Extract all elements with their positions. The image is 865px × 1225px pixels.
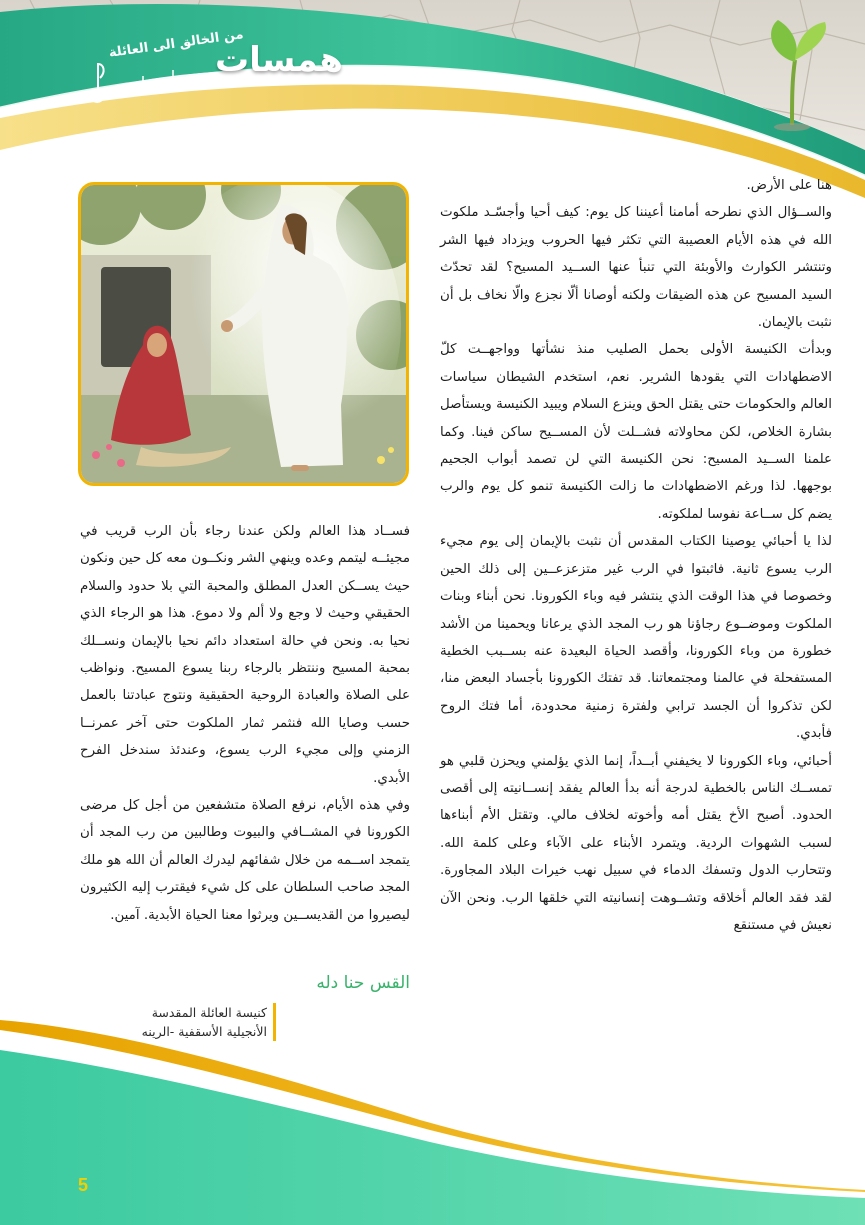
jesus-and-woman-illustration [78,182,409,486]
church-line: كنيسة العائلة المقدسة [151,1005,267,1020]
paragraph: وفي هذه الأيام، نرفع الصلاة متشفعين من أجل كل مرضى الكورونا في المشــافي والبيوت وطالبين من رب المجد أن يتمجد اســمه من خلال شفائهم ليدرك العالم أن الله هو ملك المجد صاحب السلطان على كل شيء فيقترب إليه الكثيرون ليصيروا من القديســين ويرثوا معنا الحياة الأبدية. آمين. [80,798,410,923]
magazine-subtitle: من الخالق الى العائلة [108,27,245,61]
author-name: القس حنا دله [316,973,410,993]
paragraph: والســؤال الذي نطرحه أمامنا أعيننا كل يوم: كيف أحيا وأجسّـد ملكوت الله في هذه الأيام العصيبة التي تكثر فيها الحروب ويزداد فيها الشر وتنتشر الكوارث والأوبئة التي تنبأ عنها الســيد المسيح؟ لقد تحدّث السيد المسيح عن هذه الضيقات ولكنه أوصانا ألّا نجزع والّا نخاف بل أن نثبت بالإيمان. [440,205,832,331]
article-left-column [80,518,410,929]
illustration-image [81,185,406,483]
paragraph: أحبائي، وباء الكورونا لا يخيفني أبــداً، إنما الذي يؤلمني ويحزن قلبي هو تمســك الناس بالخطية لدرجة أنه بدأ العالم يفقد إنســانيته إلى أقصى الحدود. أصبح الأخ يقتل أمه وأخوته لخلاف مالي. وتقتل الأم أبناءها لسبب الشهوات الردية. ويتمرد الأبناء على الآباء وعلى كلمة الله. وتتحارب الدول وتسفك الدماء في سبيل نهب خيرات البلاد المجاورة. لقد فقد العالم أخلاقه وتشــوهت إنسانيته التي خلقها الرب. ونحن الآن نعيش في مستنقع [440,753,832,933]
magazine-title: همسات [215,40,343,80]
paragraph: وبدأت الكنيسة الأولى بحمل الصليب منذ نشأتها وواجهــت كلّ الاضطهادات التي يقودها الشرير. نعم، استخدم الشيطان سياسات العالم والحكومات حتى يقتل الحق وينزع السلام ويبيد الكنيسة ويستأصل بشارة الخلاص، لكن محاولاته فشــلت لأن المســيح ساكن فينا. وكما علمنا الســيد المسيح: نحن الكنيسة التي لن تصمد أبواب الجحيم بوجهها. لذا ورغم الاضطهادات ما زالت الكنيسة تنمو كل يوم والرب يضم كل ســاعة نفوسا لملكوته. [440,342,832,522]
paragraph: هنا على الأرض. [746,178,832,193]
paragraph: لذا يا أحبائي يوصينا الكتاب المقدس أن نثبت بالإيمان إلى يوم مجيء الرب يسوع ثانية. فاثبتوا في الرب غير متزعزعــين إلى ذلك الحين وخصوصا في هذا الوقت الذي ينتشر فيه وباء الكورونا. نحن أبناء وبنات الملكوت وموضــوع رجاؤنا هو رب المجد الذي يرعانا ويحمينا من الأشد خطورة من وباء الكورونا، وأقصد الحياة البعيدة عنه بســبب الخطية المستفحلة في عالمنا ومجتمعاتنا. قد تفتك الكورونا بأجساد البعض منا، لكن تذكروا أن الجسد ترابي ولفترة زمنية محدودة، أما فتك الروح فأبدي. [440,534,832,742]
footer-background [0,1010,865,1225]
paragraph: فســاد هذا العالم ولكن عندنا رجاء بأن الرب قريب في مجيئــه ليتمم وعده وينهي الشر ونكــون معه كل حين ونكون حيث يســكن العدل المطلق والمحبة التي بلا حدود والسلام الحقيقي وحيث لا وجع ولا ألم ولا دموع. هذا هو الرجاء الذي نحيا به. ونحن في حالة استعداد دائم نحيا بالإيمان ونســلك بمحبة المسيح وننتظر بالرجاء ربنا يسوع المسيح. ونواظب على الصلاة والعبادة الروحية الحقيقية ونتوج عبادتنا بالعمل حسب وصايا الله فنثمر ثمار الملكوت حتى آخر عمرنــا الزمني وإلى مجيء الرب يسوع، وعندئذ سندخل الفرح الأبدي. [80,524,410,786]
article-right-column [440,172,832,939]
page-number: 5 [78,1175,89,1195]
church-line: الأنجيلية الأسقفية -الرينه [141,1024,267,1039]
